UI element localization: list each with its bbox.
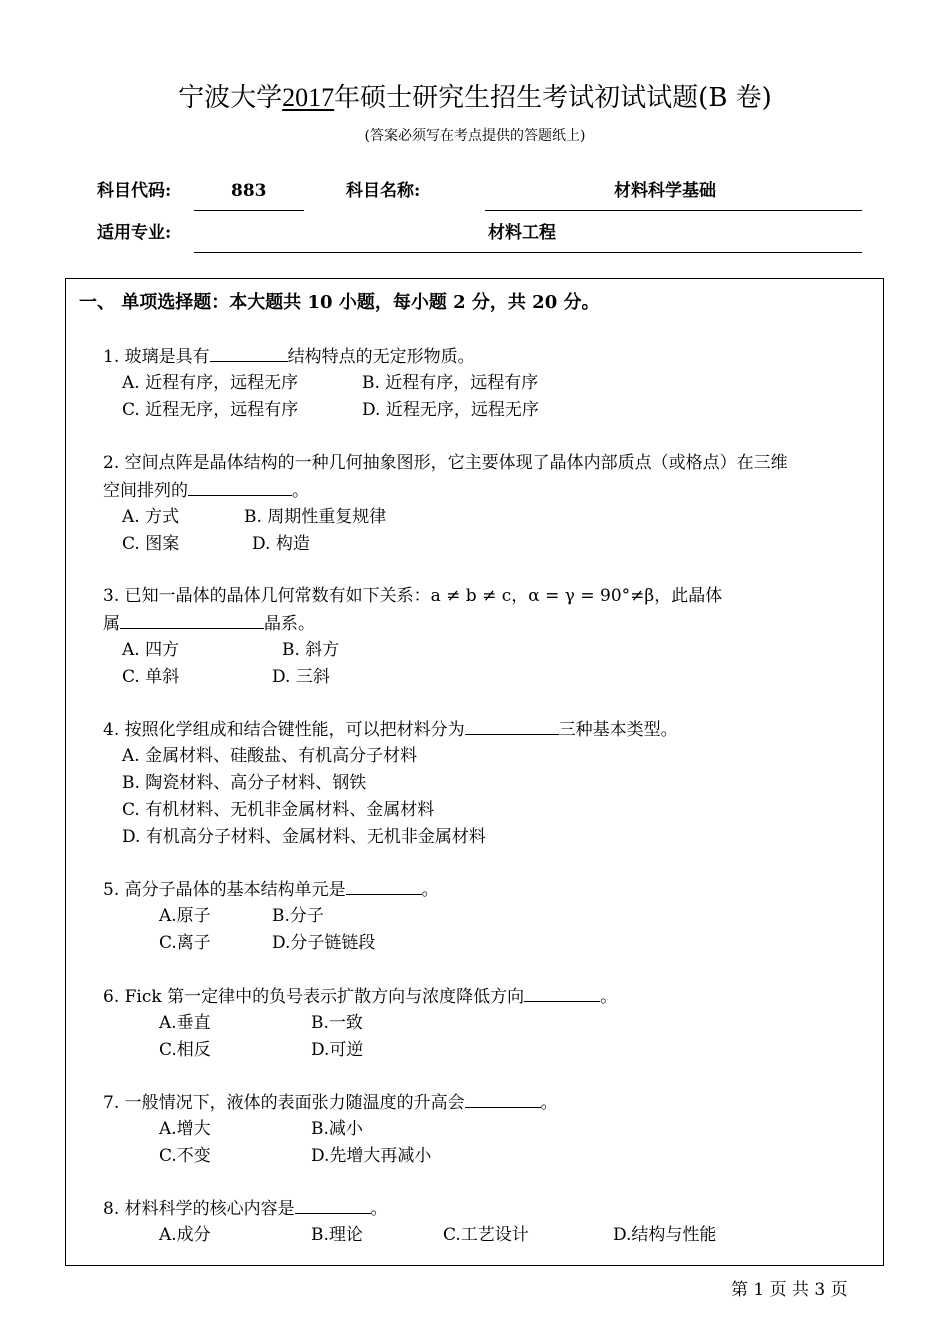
question-7-option-a: A.增大 — [159, 1119, 211, 1139]
title-prefix: 宁波大学 — [178, 83, 283, 113]
exam-title — [0, 82, 950, 114]
question-8-text-tail: 。 — [370, 1199, 388, 1219]
subject-name-underline — [485, 210, 862, 211]
question-8-stem — [103, 1195, 388, 1223]
subject-code-underline — [194, 210, 304, 211]
question-3-stem-line1: 3. 已知一晶体的晶体几何常数有如下关系：a ≠ b ≠ c，α = γ = 90°≠β，此晶体 — [103, 586, 723, 606]
major-value: 材料工程 — [488, 223, 556, 243]
question-2-text-tail: 。 — [292, 481, 309, 501]
question-1-option-b: B. 近程有序，远程有序 — [362, 373, 539, 393]
question-3-text-tail: 晶系。 — [264, 614, 315, 634]
question-5-option-b: B.分子 — [272, 906, 324, 926]
question-2-option-c: C. 图案 — [122, 534, 180, 554]
question-2-stem-line1: 2. 空间点阵是晶体结构的一种几何抽象图形，它主要体现了晶体内部质点（或格点）在三维 — [103, 453, 788, 473]
question-6-text-tail: 。 — [600, 987, 618, 1007]
exam-subtitle: (答案必须写在考点提供的答题纸上) — [364, 128, 586, 144]
question-2-option-b: B. 周期性重复规律 — [244, 507, 387, 527]
question-1-text-tail: 结构特点的无定形物质。 — [287, 347, 475, 367]
question-1-option-d: D. 近程无序，远程无序 — [362, 400, 539, 420]
question-2-stem-line2 — [103, 477, 309, 505]
question-4-stem — [103, 716, 678, 744]
question-6-option-b: B.一致 — [311, 1013, 363, 1033]
subject-name-label: 科目名称: — [346, 181, 421, 201]
question-7-blank — [465, 1089, 541, 1108]
question-1-option-c: C. 近程无序，远程有序 — [122, 400, 299, 420]
question-4-option-c: C. 有机材料、无机非金属材料、金属材料 — [122, 800, 435, 820]
section-title: 一、 单项选择题：本大题共 10 小题，每小题 2 分，共 20 分。 — [79, 292, 600, 313]
question-5-option-a: A.原子 — [159, 906, 211, 926]
question-7-stem — [103, 1089, 558, 1117]
question-1-text: 1. 玻璃是具有 — [103, 347, 210, 367]
question-6-option-c: C.相反 — [159, 1040, 211, 1060]
question-3-stem-line2 — [103, 610, 315, 638]
question-4-text-tail: 三种基本类型。 — [558, 720, 678, 740]
question-7-option-d: D.先增大再减小 — [311, 1146, 432, 1166]
question-3-option-a: A. 四方 — [122, 640, 180, 660]
question-4-option-d: D. 有机高分子材料、金属材料、无机非金属材料 — [122, 827, 486, 847]
question-5-option-d: D.分子链链段 — [272, 933, 376, 953]
title-year: 2017 — [282, 83, 335, 112]
subject-code-label: 科目代码: — [97, 181, 172, 201]
question-8-option-d: D.结构与性能 — [613, 1225, 717, 1245]
question-3-option-c: C. 单斜 — [122, 667, 180, 687]
question-3-option-d: D. 三斜 — [272, 667, 330, 687]
question-2-text: 空间排列的 — [103, 481, 188, 501]
question-4-blank — [465, 716, 559, 735]
question-6-option-a: A.垂直 — [159, 1013, 211, 1033]
page-number: 第 1 页 共 3 页 — [731, 1280, 848, 1300]
question-5-text: 5. 高分子晶体的基本结构单元是 — [103, 880, 346, 900]
question-2-option-a: A. 方式 — [122, 507, 180, 527]
question-1-option-a: A. 近程有序，远程无序 — [122, 373, 299, 393]
question-box — [65, 278, 884, 1266]
major-label: 适用专业: — [97, 223, 172, 243]
question-6-option-d: D.可逆 — [311, 1040, 364, 1060]
question-7-option-b: B.减小 — [311, 1119, 363, 1139]
question-2-blank — [188, 477, 292, 496]
question-3-blank — [120, 610, 264, 629]
question-6-blank — [524, 983, 600, 1002]
question-5-stem — [103, 876, 439, 904]
question-8-option-b: B.理论 — [311, 1225, 363, 1245]
question-8-option-c: C.工艺设计 — [443, 1225, 529, 1245]
question-2-option-d: D. 构造 — [252, 534, 310, 554]
question-1-stem — [103, 343, 475, 371]
question-5-text-tail: 。 — [421, 880, 439, 900]
question-4-option-b: B. 陶瓷材料、高分子材料、钢铁 — [122, 773, 367, 793]
question-6-stem — [103, 983, 617, 1011]
question-8-option-a: A.成分 — [159, 1225, 211, 1245]
question-8-blank — [295, 1195, 371, 1214]
question-3-text: 属 — [103, 614, 120, 634]
title-suffix: 年硕士研究生招生考试初试试题(B 卷) — [334, 83, 772, 113]
question-7-text-tail: 。 — [540, 1093, 558, 1113]
subject-code-value: 883 — [231, 181, 267, 201]
question-6-text: 6. Fick 第一定律中的负号表示扩散方向与浓度降低方向 — [103, 987, 525, 1007]
major-underline — [194, 252, 862, 253]
question-5-option-c: C.离子 — [159, 933, 211, 953]
question-5-blank — [346, 876, 422, 895]
question-8-text: 8. 材料科学的核心内容是 — [103, 1199, 295, 1219]
question-1-blank — [210, 343, 288, 362]
question-3-option-b: B. 斜方 — [282, 640, 340, 660]
question-7-option-c: C.不变 — [159, 1146, 211, 1166]
question-7-text: 7. 一般情况下，液体的表面张力随温度的升高会 — [103, 1093, 465, 1113]
question-4-option-a: A. 金属材料、硅酸盐、有机高分子材料 — [122, 746, 418, 766]
question-4-text: 4. 按照化学组成和结合键性能，可以把材料分为 — [103, 720, 465, 740]
subject-name-value: 材料科学基础 — [614, 181, 716, 201]
